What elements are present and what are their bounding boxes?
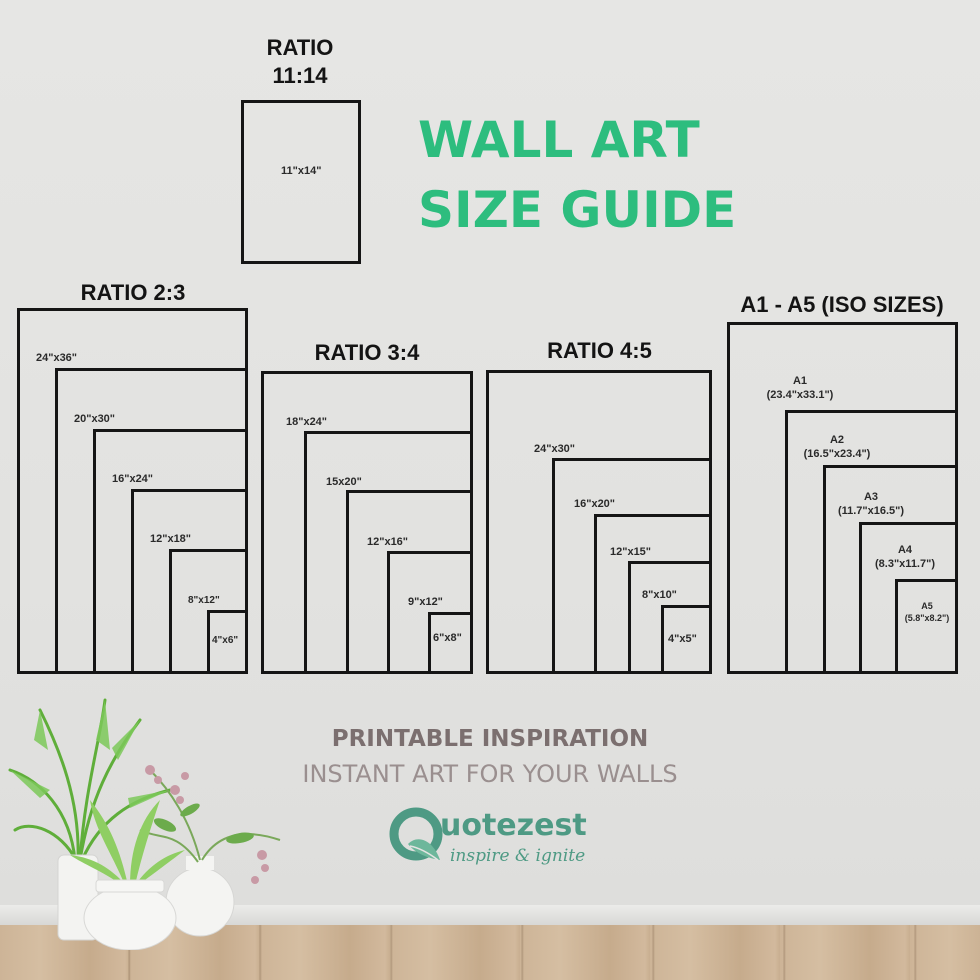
leaf-logo-icon bbox=[388, 804, 448, 866]
iso-size-dims: (8.3"x11.7") bbox=[875, 558, 935, 570]
frame-label: 20"x30" bbox=[74, 413, 116, 425]
iso-size-name: A5 bbox=[921, 601, 933, 611]
brand-slogan: inspire & ignite bbox=[450, 846, 586, 866]
ratio-11-14-heading bbox=[240, 34, 360, 90]
frame-iso-a5 bbox=[895, 579, 958, 674]
frame-label: 8"x12" bbox=[188, 595, 220, 606]
frame-label: 15x20" bbox=[326, 476, 362, 488]
frame-label: 18"x24" bbox=[286, 416, 328, 428]
frame-label: 12"x18" bbox=[150, 533, 192, 545]
frame-label: 16"x24" bbox=[112, 473, 154, 485]
frame-label: 8"x10" bbox=[642, 589, 677, 601]
ratio-11-14-heading-line1: RATIO bbox=[266, 35, 334, 60]
iso-size-dims: (23.4"x33.1") bbox=[766, 389, 834, 401]
ratio-11-14-heading-line2: 11:14 bbox=[272, 63, 328, 88]
iso-size-dims: (16.5"x23.4") bbox=[803, 448, 871, 460]
frame-label: 9"x12" bbox=[408, 596, 443, 608]
iso-size-name: A3 bbox=[863, 491, 879, 503]
frame-label: 16"x20" bbox=[574, 498, 616, 510]
brand-logo bbox=[388, 802, 598, 872]
frame-label: 12"x16" bbox=[367, 536, 409, 548]
title-line-2: SIZE GUIDE bbox=[418, 181, 737, 239]
frame-label: 4"x5" bbox=[668, 633, 697, 645]
frame-label: 24"x30" bbox=[534, 443, 576, 455]
ratio-2-3-heading: RATIO 2:3 bbox=[80, 280, 186, 305]
frame-label: 11"x14" bbox=[281, 165, 322, 177]
frame-label: 6"x8" bbox=[433, 632, 462, 644]
iso-size-name: A1 bbox=[792, 375, 808, 387]
title-line-1: WALL ART bbox=[418, 111, 700, 169]
frame-label: 12"x15" bbox=[610, 546, 652, 558]
frame-label: 24"x36" bbox=[36, 352, 78, 364]
brand-name: uotezest bbox=[440, 808, 587, 843]
iso-size-name: A4 bbox=[897, 544, 913, 556]
tagline-line-2: INSTANT ART FOR YOUR WALLS bbox=[302, 760, 678, 788]
iso-sizes-heading: A1 - A5 (ISO SIZES) bbox=[740, 292, 944, 317]
ratio-4-5-heading: RATIO 4:5 bbox=[547, 338, 652, 363]
ratio-3-4-heading: RATIO 3:4 bbox=[314, 340, 420, 365]
frame-11x14 bbox=[241, 100, 361, 264]
tagline-line-1: PRINTABLE INSPIRATION bbox=[331, 726, 649, 752]
potted-plant-icon bbox=[0, 680, 300, 950]
iso-size-dims: (11.7"x16.5") bbox=[837, 505, 905, 517]
frame-label: 4"x6" bbox=[212, 635, 239, 646]
iso-size-dims: (5.8"x8.2") bbox=[904, 613, 950, 623]
iso-size-name: A2 bbox=[829, 434, 845, 446]
